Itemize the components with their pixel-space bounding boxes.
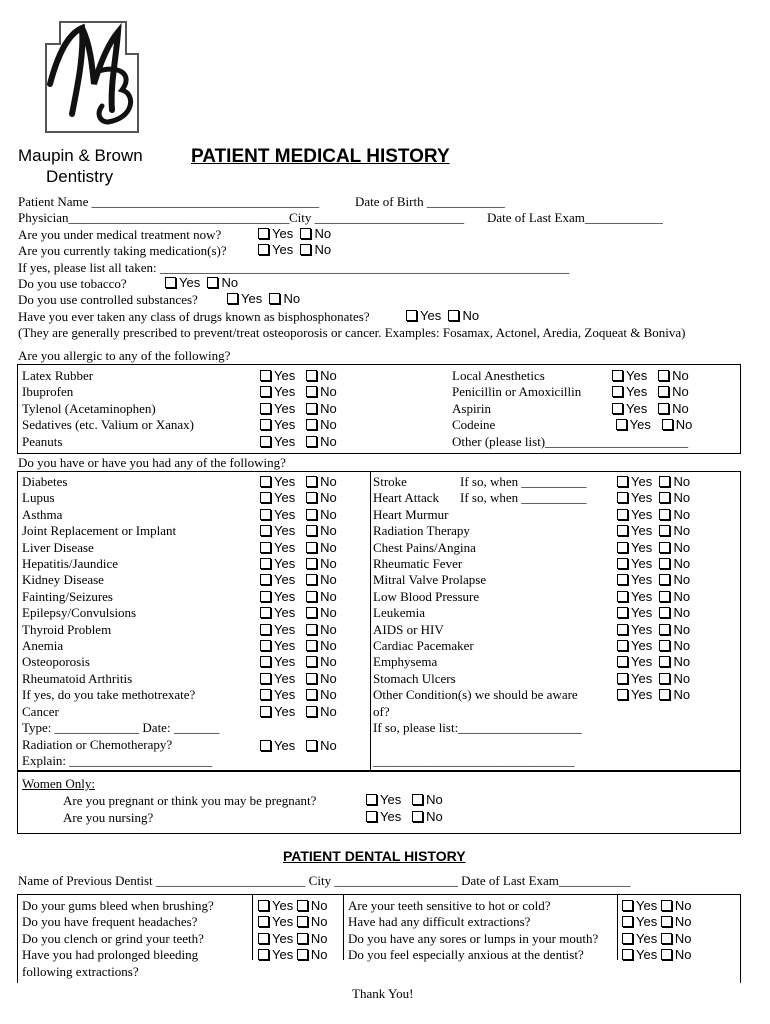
- practice-name: Maupin & Brown: [18, 146, 143, 165]
- checkbox-icon[interactable]: [306, 492, 317, 503]
- list-item: Sedatives (etc. Valium or Xanax): [22, 417, 194, 433]
- checkbox-icon[interactable]: [260, 706, 271, 717]
- stroke-when-field[interactable]: If so, when __________: [460, 474, 587, 489]
- list-item: Fainting/Seizures: [22, 588, 113, 604]
- checkbox-icon[interactable]: [617, 624, 628, 635]
- checkbox-icon[interactable]: [306, 706, 317, 717]
- checkbox-icon[interactable]: [659, 476, 670, 487]
- checkbox-icon[interactable]: [659, 607, 670, 618]
- checkbox-icon[interactable]: [258, 228, 269, 239]
- checkbox-icon[interactable]: [366, 811, 377, 822]
- dental-divider-3: [617, 894, 618, 960]
- checkbox-icon[interactable]: [306, 370, 317, 381]
- checkbox-icon[interactable]: [297, 933, 308, 944]
- checkbox-icon[interactable]: [659, 673, 670, 684]
- list-blank-field[interactable]: _______________________________: [373, 752, 575, 768]
- checkbox-icon[interactable]: [306, 689, 317, 700]
- dental-left-options[interactable]: Yes No Yes No Yes No Yes No: [258, 898, 327, 964]
- checkbox-icon[interactable]: [306, 673, 317, 684]
- allergy-heading: Are you allergic to any of the following?: [18, 348, 231, 363]
- list-item: Radiation or Chemotherapy?: [22, 736, 173, 752]
- list-item: Do your gums bleed when brushing?: [22, 898, 214, 913]
- list-item: Do you have frequent headaches?: [22, 914, 198, 930]
- checkbox-icon[interactable]: [260, 591, 271, 602]
- practice-subtitle: Dentistry: [46, 167, 114, 186]
- women-only-heading: Women Only:: [22, 776, 95, 791]
- list-item: Tylenol (Acetaminophen): [22, 400, 156, 416]
- conditions-divider: [370, 471, 371, 771]
- checkbox-icon[interactable]: [260, 370, 271, 381]
- list-item: Cardiac Pacemaker: [373, 638, 474, 654]
- list-item: Are your teeth sensitive to hot or cold?: [348, 898, 551, 913]
- list-item: Local Anesthetics: [452, 368, 545, 383]
- checkbox-icon[interactable]: [622, 949, 633, 960]
- list-item: Other Condition(s) we should be aware: [373, 687, 578, 703]
- list-item: Asthma: [22, 506, 63, 522]
- nursing-options[interactable]: Yes No: [366, 809, 443, 824]
- list-item: Do you feel especially anxious at the dentist?: [348, 947, 584, 963]
- medication-list-field[interactable]: If yes, please list all taken: _______________________________________________________________: [18, 260, 570, 275]
- list-item: AIDS or HIV: [373, 621, 444, 637]
- checkbox-icon[interactable]: [617, 558, 628, 569]
- checkbox-icon[interactable]: [306, 740, 317, 751]
- list-item: Stroke If so, when __________: [373, 474, 587, 489]
- checkbox-icon[interactable]: [258, 933, 269, 944]
- checkbox-icon[interactable]: [659, 525, 670, 536]
- checkbox-icon[interactable]: [612, 370, 623, 381]
- checkbox-icon[interactable]: [306, 403, 317, 414]
- checkbox-icon[interactable]: [448, 310, 459, 321]
- checkbox-icon[interactable]: [260, 419, 271, 430]
- conditions-right-options[interactable]: Yes No Yes No Yes No Yes No Yes No Yes No Yes No Yes No Yes No Yes No Yes No Yes No Yes No Yes No: [617, 474, 690, 704]
- list-item: Aspirin: [452, 400, 491, 416]
- allergy-other-field[interactable]: Other (please list)______________________: [452, 433, 689, 449]
- checkbox-icon[interactable]: [260, 624, 271, 635]
- tobacco-options[interactable]: Yes No: [165, 275, 238, 290]
- list-item: Liver Disease: [22, 539, 94, 555]
- list-item: Low Blood Pressure: [373, 588, 480, 604]
- cancer-type-field[interactable]: Type: _____________ Date: _______: [22, 720, 220, 736]
- list-item: Emphysema: [373, 654, 438, 670]
- list-item: Joint Replacement or Implant: [22, 523, 177, 539]
- list-item: Lupus: [22, 490, 55, 506]
- checkbox-icon[interactable]: [617, 476, 628, 487]
- checkbox-icon[interactable]: [260, 492, 271, 503]
- dob-field[interactable]: Date of Birth ____________: [355, 194, 505, 209]
- list-item: Latex Rubber: [22, 368, 94, 383]
- list-item: Leukemia: [373, 605, 425, 621]
- list-item: Peanuts: [22, 433, 63, 449]
- list-item: Chest Pains/Angina: [373, 539, 476, 555]
- checkbox-icon[interactable]: [662, 419, 673, 430]
- conditions-left-options[interactable]: Yes No Yes No Yes No Yes No Yes No Yes No Yes No Yes No Yes No Yes No Yes No Yes No Yes No Yes No Yes No: [260, 474, 337, 720]
- checkbox-icon[interactable]: [617, 509, 628, 520]
- conditions-heading: Do you have or have you had any of the following?: [18, 455, 286, 470]
- treatment-question: Are you under medical treatment now?: [18, 227, 222, 242]
- checkbox-icon[interactable]: [306, 476, 317, 487]
- checkbox-icon[interactable]: [661, 900, 672, 911]
- checkbox-icon[interactable]: [306, 656, 317, 667]
- checkbox-icon[interactable]: [617, 607, 628, 618]
- checkbox-icon[interactable]: [260, 509, 271, 520]
- checkbox-icon[interactable]: [617, 591, 628, 602]
- checkbox-icon[interactable]: [300, 228, 311, 239]
- checkbox-icon[interactable]: [412, 794, 423, 805]
- controlled-options[interactable]: Yes No: [227, 291, 300, 306]
- checkbox-icon[interactable]: [227, 293, 238, 304]
- checkbox-icon[interactable]: [260, 640, 271, 651]
- checkbox-icon[interactable]: [260, 476, 271, 487]
- checkbox-icon[interactable]: [260, 542, 271, 553]
- checkbox-icon[interactable]: [306, 436, 317, 447]
- checkbox-icon[interactable]: [260, 525, 271, 536]
- checkbox-icon[interactable]: [659, 542, 670, 553]
- dental-right-list: [348, 898, 598, 964]
- list-item: Do you have any sores or lumps in your mouth?: [348, 930, 599, 946]
- allergy-left-options[interactable]: Yes No Yes No Yes No Yes No Yes No: [260, 368, 337, 450]
- list-item: Diabetes: [22, 474, 68, 489]
- checkbox-icon[interactable]: [260, 574, 271, 585]
- checkbox-icon[interactable]: [260, 558, 271, 569]
- physician-field[interactable]: Physician__________________________________: [18, 210, 290, 225]
- list-item: Kidney Disease: [22, 572, 104, 588]
- checkbox-icon[interactable]: [306, 640, 317, 651]
- checkbox-icon[interactable]: [617, 525, 628, 536]
- checkbox-icon[interactable]: [297, 916, 308, 927]
- bisphos-note: (They are generally prescribed to prevent/treat osteoporosis or cancer. Examples: Fosamax, Actonel, Aredia, Zoqueat & Boniva): [18, 325, 686, 340]
- checkbox-icon[interactable]: [306, 419, 317, 430]
- checkbox-icon[interactable]: [258, 916, 269, 927]
- checkbox-icon[interactable]: [659, 509, 670, 520]
- nursing-question: Are you nursing?: [63, 810, 154, 825]
- checkbox-icon[interactable]: [207, 277, 218, 288]
- list-item: Stomach Ulcers: [373, 670, 456, 686]
- checkbox-icon[interactable]: [306, 509, 317, 520]
- checkbox-icon[interactable]: [406, 310, 417, 321]
- city-field[interactable]: City _______________________: [289, 210, 465, 225]
- checkbox-icon[interactable]: [658, 386, 669, 397]
- please-list-field[interactable]: If so, please list:___________________: [373, 720, 582, 736]
- list-item: Have had any difficult extractions?: [348, 914, 531, 930]
- checkbox-icon[interactable]: [617, 656, 628, 667]
- checkbox-icon[interactable]: [622, 916, 633, 927]
- dental-divider-2: [343, 894, 344, 960]
- checkbox-icon[interactable]: [661, 916, 672, 927]
- list-item: Do you clench or grind your teeth?: [22, 930, 204, 946]
- checkbox-icon[interactable]: [306, 525, 317, 536]
- checkbox-icon[interactable]: [659, 574, 670, 585]
- checkbox-icon[interactable]: [659, 689, 670, 700]
- checkbox-icon[interactable]: [617, 673, 628, 684]
- dental-divider-1: [252, 894, 253, 960]
- medication-options[interactable]: Yes No: [258, 242, 331, 257]
- checkbox-icon[interactable]: [269, 293, 280, 304]
- practice-logo: [38, 14, 148, 144]
- checkbox-icon[interactable]: [622, 900, 633, 911]
- patient-name-field[interactable]: Patient Name ___________________________________: [18, 194, 320, 209]
- checkbox-icon[interactable]: [659, 624, 670, 635]
- list-item: Hepatitis/Jaundice: [22, 556, 119, 572]
- last-exam-field[interactable]: Date of Last Exam____________: [487, 210, 663, 225]
- checkbox-icon[interactable]: [260, 673, 271, 684]
- checkbox-icon[interactable]: [260, 607, 271, 618]
- treatment-options[interactable]: Yes No: [258, 226, 331, 241]
- list-item: Ibuprofen: [22, 384, 74, 400]
- checkbox-icon[interactable]: [617, 574, 628, 585]
- page-title: PATIENT MEDICAL HISTORY: [191, 146, 450, 167]
- checkbox-icon[interactable]: [297, 949, 308, 960]
- dental-title: PATIENT DENTAL HISTORY: [283, 848, 466, 864]
- checkbox-icon[interactable]: [306, 624, 317, 635]
- checkbox-icon[interactable]: [258, 949, 269, 960]
- conditions-right-list: [373, 474, 586, 769]
- checkbox-icon[interactable]: [260, 386, 271, 397]
- checkbox-icon[interactable]: [366, 794, 377, 805]
- list-item: Mitral Valve Prolapse: [373, 572, 487, 588]
- conditions-left-list: [22, 474, 219, 769]
- checkbox-icon[interactable]: [659, 640, 670, 651]
- checkbox-icon[interactable]: [258, 244, 269, 255]
- list-item: Rheumatic Fever: [373, 556, 463, 572]
- list-item: Anemia: [22, 638, 64, 654]
- checkbox-icon[interactable]: [661, 949, 672, 960]
- list-item: Heart Attack If so, when __________: [373, 490, 587, 506]
- checkbox-icon[interactable]: [617, 542, 628, 553]
- checkbox-icon[interactable]: [617, 492, 628, 503]
- checkbox-icon[interactable]: [306, 386, 317, 397]
- logo-monogram-icon: [38, 14, 148, 144]
- list-item: Rheumatoid Arthritis: [22, 670, 133, 686]
- checkbox-icon[interactable]: [165, 277, 176, 288]
- checkbox-icon[interactable]: [612, 403, 623, 414]
- list-item: Penicillin or Amoxicillin: [452, 384, 582, 400]
- list-item: Have you had prolonged bleeding: [22, 947, 199, 963]
- bisphos-options[interactable]: Yes No: [406, 308, 479, 323]
- checkbox-icon[interactable]: [659, 591, 670, 602]
- list-item: Osteoporosis: [22, 654, 90, 670]
- list-item: Heart Murmur: [373, 506, 449, 522]
- previous-dentist-field[interactable]: Name of Previous Dentist _______________________ City ___________________ Date of Last Exam___________: [18, 873, 631, 888]
- checkbox-icon[interactable]: [297, 900, 308, 911]
- checkbox-icon[interactable]: [659, 656, 670, 667]
- checkbox-icon[interactable]: [260, 403, 271, 414]
- checkbox-icon[interactable]: [617, 689, 628, 700]
- checkbox-icon[interactable]: [658, 370, 669, 381]
- list-item: If yes, do you take methotrexate?: [22, 687, 196, 703]
- list-item: Epilepsy/Convulsions: [22, 605, 137, 621]
- list-item: of?: [373, 703, 390, 719]
- allergy-left-list: [22, 368, 194, 450]
- medication-question: Are you currently taking medication(s)?: [18, 243, 227, 258]
- checkbox-icon[interactable]: [612, 386, 623, 397]
- heart-attack-when-field[interactable]: If so, when __________: [460, 490, 587, 506]
- checkbox-icon[interactable]: [412, 811, 423, 822]
- checkbox-icon[interactable]: [659, 558, 670, 569]
- list-item: Radiation Therapy: [373, 523, 470, 539]
- checkbox-icon[interactable]: [617, 640, 628, 651]
- checkbox-icon[interactable]: [306, 542, 317, 553]
- pregnant-question: Are you pregnant or think you may be pregnant?: [63, 793, 317, 808]
- checkbox-icon[interactable]: [300, 244, 311, 255]
- checkbox-icon[interactable]: [260, 689, 271, 700]
- checkbox-icon[interactable]: [306, 574, 317, 585]
- checkbox-icon[interactable]: [306, 591, 317, 602]
- controlled-question: Do you use controlled substances?: [18, 292, 198, 307]
- dental-right-options[interactable]: Yes No Yes No Yes No Yes No: [622, 898, 691, 964]
- checkbox-icon[interactable]: [258, 900, 269, 911]
- bisphos-question: Have you ever taken any class of drugs known as bisphosphonates?: [18, 309, 370, 324]
- tobacco-question: Do you use tobacco?: [18, 276, 127, 291]
- checkbox-icon[interactable]: [306, 558, 317, 569]
- radiation-options[interactable]: Yes No: [260, 738, 337, 753]
- checkbox-icon[interactable]: [658, 403, 669, 414]
- list-item: Cancer: [22, 703, 59, 719]
- pregnant-options[interactable]: Yes No: [366, 792, 443, 807]
- checkbox-icon[interactable]: [659, 492, 670, 503]
- allergy-right-options[interactable]: Yes No Yes No Yes No Yes No: [612, 368, 692, 434]
- checkbox-icon[interactable]: [661, 933, 672, 944]
- checkbox-icon[interactable]: [616, 419, 627, 430]
- thank-you: Thank You!: [352, 986, 414, 1001]
- checkbox-icon[interactable]: [260, 740, 271, 751]
- checkbox-icon[interactable]: [260, 656, 271, 667]
- checkbox-icon[interactable]: [260, 436, 271, 447]
- explain-field[interactable]: Explain: ______________________: [22, 752, 213, 768]
- checkbox-icon[interactable]: [622, 933, 633, 944]
- list-item: following extractions?: [22, 963, 139, 979]
- list-item: Thyroid Problem: [22, 621, 112, 637]
- list-item: Codeine: [452, 417, 496, 433]
- dental-left-list: [22, 898, 214, 980]
- checkbox-icon[interactable]: [306, 607, 317, 618]
